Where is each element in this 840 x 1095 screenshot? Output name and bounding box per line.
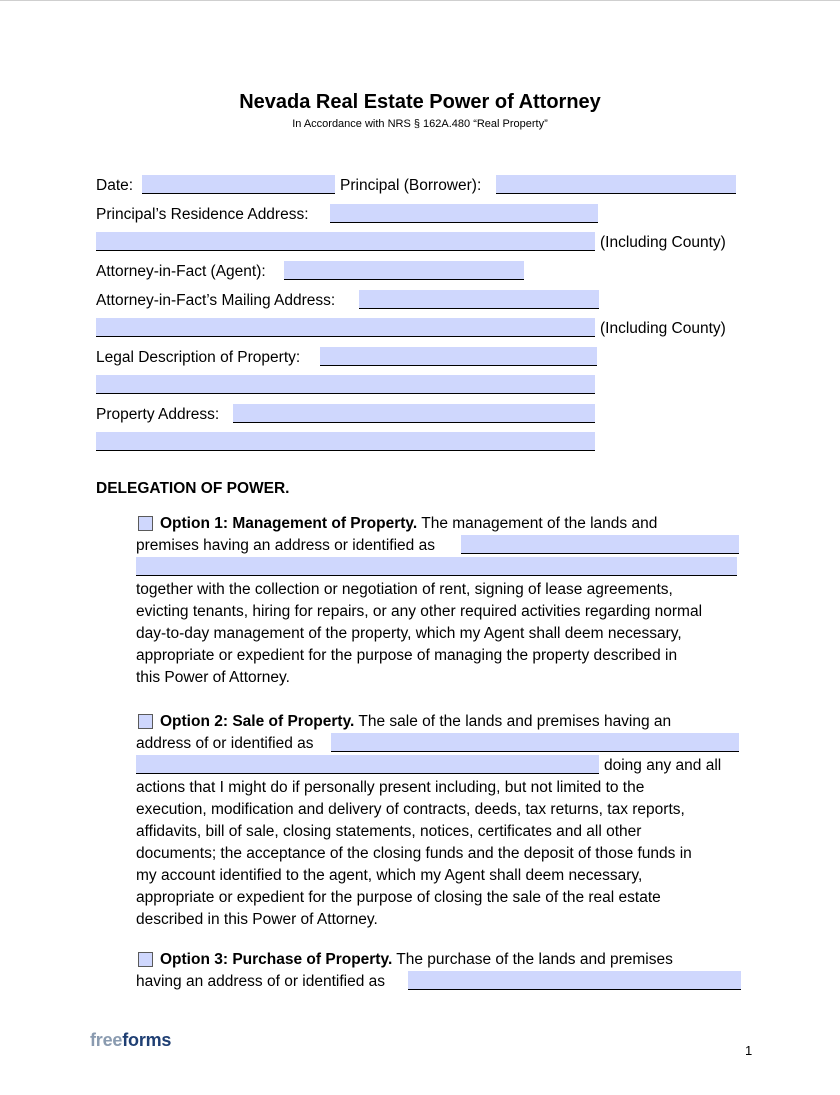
principal-label: Principal (Borrower): <box>340 177 482 194</box>
option3-checkbox[interactable] <box>138 952 153 967</box>
option1-body-line: together with the collection or negotiation of rent, signing of lease agreements, <box>136 581 673 598</box>
residence-address-field-1[interactable] <box>330 204 598 223</box>
option2-body-line: described in this Power of Attorney. <box>136 911 378 928</box>
residence-county-note: (Including County) <box>600 234 726 251</box>
legal-description-field-2[interactable] <box>96 375 595 394</box>
option2-body-line: my account identified to the agent, which my Agent shall deem necessary, <box>136 867 643 884</box>
freeforms-logo <box>90 1030 171 1051</box>
option3-line2: having an address of or identified as <box>136 973 386 990</box>
date-label: Date: <box>96 177 134 194</box>
option2-trailing: doing any and all <box>604 757 722 774</box>
legal-description-label: Legal Description of Property: <box>96 349 301 366</box>
option1-title: Option 1: Management of Property. <box>160 515 418 532</box>
agent-label: Attorney-in-Fact (Agent): <box>96 263 266 280</box>
property-address-field-2[interactable] <box>96 432 595 451</box>
option2-body-line: execution, modification and delivery of contracts, deeds, tax returns, tax reports, <box>136 801 685 818</box>
residence-address-field-2[interactable] <box>96 232 595 251</box>
option2-address-field-2[interactable] <box>136 755 599 774</box>
option3-address-field-1[interactable] <box>408 971 741 990</box>
property-address-label: Property Address: <box>96 406 220 423</box>
option1-address-field-1[interactable] <box>461 535 739 554</box>
option3-title: Option 3: Purchase of Property. <box>160 951 393 968</box>
agent-mailing-label: Attorney-in-Fact’s Mailing Address: <box>96 292 336 309</box>
option2-body-line: actions that I might do if personally present including, but not limited to the <box>136 779 645 796</box>
option3-intro: The purchase of the lands and premises <box>396 951 673 968</box>
page-number: 1 <box>745 1043 753 1058</box>
delegation-heading: DELEGATION OF POWER. <box>96 480 290 497</box>
property-address-field-1[interactable] <box>233 404 595 423</box>
option3-line1 <box>160 949 673 971</box>
logo-free-text: free <box>90 1030 123 1050</box>
option1-line1 <box>160 513 657 535</box>
option2-checkbox[interactable] <box>138 714 153 729</box>
document-subtitle: In Accordance with NRS § 162A.480 “Real Property” <box>292 118 548 130</box>
legal-description-field-1[interactable] <box>320 347 597 366</box>
agent-county-note: (Including County) <box>600 320 726 337</box>
option2-body-line: documents; the acceptance of the closing funds and the deposit of those funds in <box>136 845 692 862</box>
option2-body <box>136 777 692 931</box>
principal-field[interactable] <box>496 175 736 194</box>
date-field[interactable] <box>142 175 335 194</box>
document-title: Nevada Real Estate Power of Attorney <box>239 91 601 113</box>
option2-line1 <box>160 711 671 733</box>
option1-body-line: day-to-day management of the property, which my Agent shall deem necessary, <box>136 625 682 642</box>
agent-mailing-field-1[interactable] <box>359 290 599 309</box>
logo-forms-text: forms <box>122 1030 172 1050</box>
option2-address-field-1[interactable] <box>331 733 739 752</box>
option1-body <box>136 579 702 689</box>
option1-body-line: this Power of Attorney. <box>136 669 290 686</box>
option2-intro: The sale of the lands and premises having an <box>358 713 672 730</box>
agent-field[interactable] <box>284 261 524 280</box>
option1-intro: The management of the lands and <box>421 515 658 532</box>
option1-checkbox[interactable] <box>138 516 153 531</box>
option2-title: Option 2: Sale of Property. <box>160 713 355 730</box>
option2-body-line: appropriate or expedient for the purpose of closing the sale of the real estate <box>136 889 661 906</box>
option1-body-line: evicting tenants, hiring for repairs, or any other required activities regarding normal <box>136 603 703 620</box>
option1-address-field-2[interactable] <box>136 557 737 576</box>
agent-mailing-field-2[interactable] <box>96 318 595 337</box>
option1-body-line: appropriate or expedient for the purpose of managing the property described in <box>136 647 678 664</box>
option2-line2: address of or identified as <box>136 735 314 752</box>
residence-address-label: Principal’s Residence Address: <box>96 206 309 223</box>
option1-line2: premises having an address or identified as <box>136 537 435 554</box>
option2-body-line: affidavits, bill of sale, closing statements, notices, certificates and all other <box>136 823 642 840</box>
